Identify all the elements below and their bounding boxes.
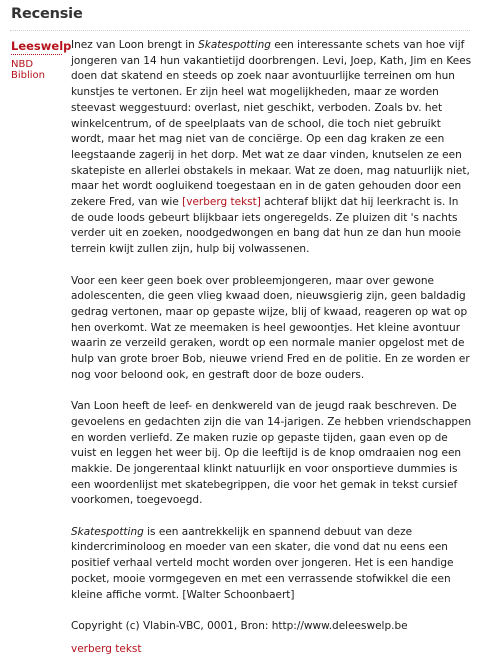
leeswelp-link[interactable]: Leeswelp xyxy=(11,39,72,53)
p4-text: is een aantrekkelijk en spannend debuut van deze kindercriminoloog en moeder van een skater, die vond dat nu eens een positief verhaal verteld mocht worden over jongeren. Het is een handige pocket, mooie vormgegeven en met een verrassende stofwikkel die een kleine affiche vormt. [Walter Schoonbaert] xyxy=(71,525,454,601)
book-title: Skatespotting xyxy=(198,39,271,51)
hide-text-link[interactable]: verberg tekst xyxy=(71,642,142,655)
publisher-label: NBD Biblion xyxy=(11,59,45,81)
p1-text-b: een interessante schets van hoe vijf jongeren van 14 hun vakantietijd doorbrengen. Levi, Joep, Kath, Jim en Kees doen dat skatend en steeds op zoek naar avontuurlijke terreinen om hun kunstjes te vertonen. Er zijn heel wat mogelijkheden, maar ze worden steevast weggestuurd: overlast, niet geschikt, verboden. Zoals bv. het winkelcentrum, of de speelplaats van de school, die toch niet gebruikt wordt, maar het mag niet van de conciërge. Op een dag kraken ze een leegstaande zagerij in het dorp. Met wat ze daar vinden, knutselen ze een skatepiste en allerlei obstakels in mekaar. Wat ze doen, mag natuurlijk niet, maar het wordt oogluikend toegestaan en in de gaten gehouden door een zekere Fred, van wie xyxy=(71,39,472,209)
divider xyxy=(10,30,470,31)
p1-text-c: achteraf blijkt dat hij leerkracht is. In de oude loods gebeurt blijkbaar iets ongeregelds. Ze pluizen dit 's nachts verder uit en zoeken, noodgedwongen en bang dat hun ze dan hun mooie terrein kwijt zullen zijn, hulp bij volwassenen. xyxy=(71,196,461,256)
review-body xyxy=(71,38,473,657)
inline-hide-text-link[interactable]: [verberg tekst] xyxy=(182,196,261,209)
section-heading: Recensie xyxy=(11,6,83,22)
p1-text-a: Inez van Loon brengt in xyxy=(71,39,199,51)
copyright-notice: Copyright (c) Vlabin-VBC, 0001, Bron: http://www.deleeswelp.be xyxy=(71,619,408,632)
review-paragraph-1 xyxy=(71,38,473,258)
review-paragraph-2: Voor een keer geen boek over probleemjongeren, maar over gewone adolescenten, die geen vlieg kwaad doen, nieuwsgierig zijn, geen baldadig gedrag vertonen, maar op gepaste wijze, blij of kwaad, reageren op wat op hen overkomt. Wat ze meemaken is heel gewoontjes. Het kleine avontuur waarin ze verzeild geraken, wordt op een normale manier opgelost met de hulp van grote broer Bob, nieuwe vriend Fred en de politie. En ze worden er nog voor beloond ook, en gestraft door de boze ouders. xyxy=(71,274,470,381)
book-title: Skatespotting xyxy=(71,525,144,538)
review-paragraph-4 xyxy=(71,525,473,604)
source-column xyxy=(11,39,72,81)
review-paragraph-3: Van Loon heeft de leef- en denkwereld van de jeugd raak beschreven. De gevoelens en gedachten zijn die van 14-jarigen. Ze hebben vriendschappen en worden verliefd. Ze maken ruzie op gepaste tijden, gaan even op de vuist en leggen het weer bij. Op die leeftijd is de knop omdraaien nog een makkie. De jongerentaal klinkt natuurlijk en voor onsportieve dummies is een woordenlijst met skatebegrippen, die voor het gemak in tekst cursief voorkomen, toegevoegd. xyxy=(71,400,472,507)
